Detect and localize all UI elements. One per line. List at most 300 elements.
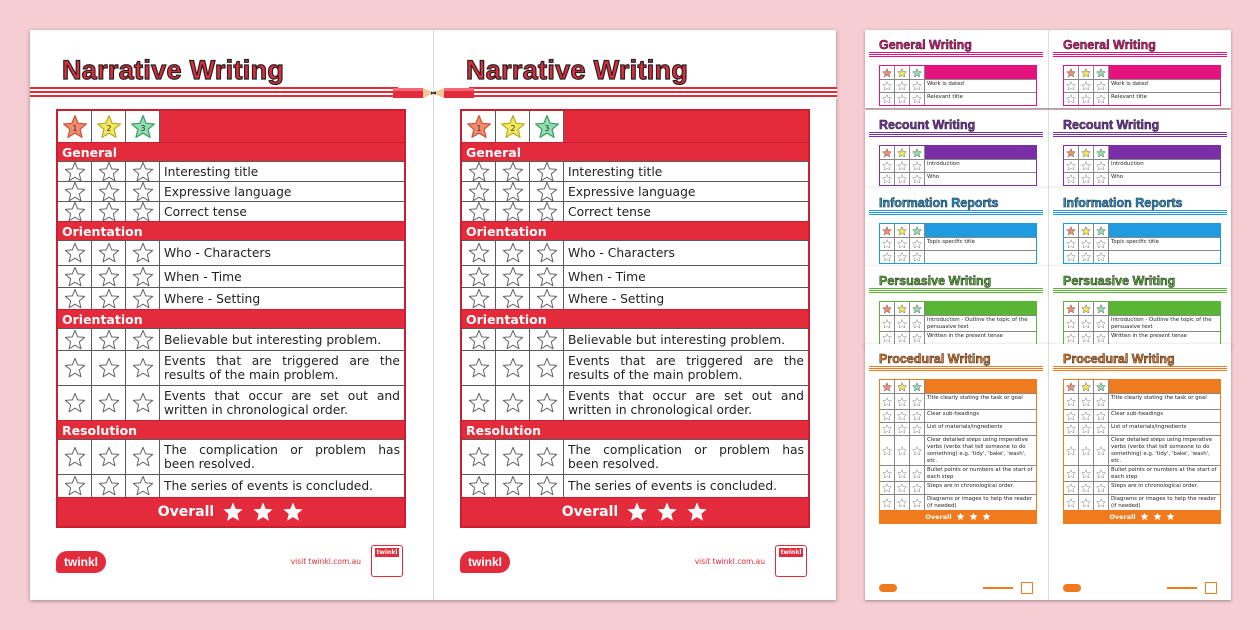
thumbnail-rating-cell: [880, 316, 895, 331]
star-outline-icon: [468, 475, 490, 497]
thumbnail-title: Recount Writing: [1063, 118, 1160, 132]
rating-cell[interactable]: [92, 266, 126, 287]
thumbnail-rating-cell: [910, 316, 925, 331]
star-outline-icon: [912, 319, 922, 329]
star-level-3: [530, 111, 564, 142]
thumbnail-rating-cell: [1064, 410, 1079, 422]
thumbnail-row: [1064, 331, 1220, 344]
star-outline-icon: [1081, 319, 1091, 329]
thumbnail-star-row: [880, 224, 1036, 237]
thumbnail-card[interactable]: [865, 110, 1231, 188]
thumbnail-rating-cell: [1094, 251, 1109, 263]
rating-cell[interactable]: [126, 386, 160, 420]
thumbnail-card[interactable]: [865, 266, 1231, 346]
rating-cell[interactable]: [126, 440, 160, 474]
star-outline-icon: [64, 392, 86, 414]
rating-cell[interactable]: [496, 351, 530, 385]
thumbnail-card[interactable]: [865, 30, 1231, 108]
rating-cell[interactable]: [58, 475, 92, 497]
star-icon: [1066, 304, 1076, 314]
star-outline-icon: [468, 446, 490, 468]
white-star-icon: [1140, 512, 1149, 521]
thumbnail-item-label: Work is dated: [927, 81, 964, 87]
rating-cell[interactable]: [126, 266, 160, 287]
rating-cell[interactable]: [58, 241, 92, 265]
rating-cell[interactable]: [462, 182, 496, 201]
quality-badge-icon: [371, 545, 403, 577]
thumbnail-rating-cell: [1094, 238, 1109, 250]
star-icon: [1066, 382, 1076, 392]
rating-cell[interactable]: [462, 475, 496, 497]
checklist-item-label: Correct tense: [568, 204, 651, 219]
thumbnail-item-label: Bullet points or numbers at the start of each step: [927, 467, 1033, 480]
header-stripes: [30, 87, 398, 99]
star-outline-icon: [536, 161, 558, 183]
rating-cell[interactable]: [530, 182, 564, 201]
checklist-item-label: Who - Characters: [164, 246, 271, 260]
rating-cell[interactable]: [92, 288, 126, 309]
white-star-icon: [626, 501, 648, 523]
section-heading: Orientation: [58, 221, 404, 240]
thumbnail-rating-cell: [895, 160, 910, 172]
thumbnail-rating-cell: [1064, 495, 1079, 510]
star-icon: [912, 382, 922, 392]
thumbnail-table: [1063, 145, 1221, 186]
thumbnail-rating-cell: [895, 436, 910, 465]
star-outline-icon: [912, 239, 922, 249]
star-level-1: [58, 111, 92, 142]
star-outline-icon: [1081, 411, 1091, 421]
rating-cell[interactable]: [126, 241, 160, 265]
thumbnail-star-row: [1064, 146, 1220, 159]
thumbnail-page: [865, 110, 1047, 188]
thumbnail-item-label: Who: [1111, 174, 1124, 180]
thumbnail-row: [1064, 494, 1220, 510]
thumbnail-table: [879, 223, 1037, 264]
star-outline-icon: [468, 392, 490, 414]
thumbnail-rating-cell: [1079, 93, 1094, 105]
thumbnail-item-label: List of materials/ingredients: [1111, 424, 1187, 430]
thumbnail-stripes: [1053, 210, 1227, 215]
rating-cell[interactable]: [58, 182, 92, 201]
thumbnail-rating-cell: [880, 495, 895, 510]
checklist-item-label: Events that occur are set out and written in chronological order.: [164, 389, 400, 417]
right-page: [434, 30, 837, 600]
thumbnail-stripes: [1053, 366, 1227, 371]
star-outline-icon: [536, 201, 558, 223]
star-outline-icon: [1066, 81, 1076, 91]
rating-cell[interactable]: [462, 162, 496, 181]
thumbnail-card[interactable]: [865, 344, 1231, 600]
section-heading: Resolution: [58, 420, 404, 439]
checklist-item-label: Expressive language: [164, 184, 292, 199]
star-outline-icon: [132, 446, 154, 468]
thumbnail-item-label: Written in the present tense: [927, 333, 1003, 339]
thumbnail-rating-cell: [910, 80, 925, 92]
thumbnail-rating-cell: [880, 251, 895, 263]
section-heading: Orientation: [462, 309, 808, 328]
white-star-icon: [222, 501, 244, 523]
thumbnail-star-cell: [1094, 146, 1109, 159]
rating-cell[interactable]: [462, 202, 496, 221]
thumbnail-rating-cell: [880, 394, 895, 409]
visit-link-line: [1167, 587, 1197, 589]
thumbnail-star-row: [1064, 302, 1220, 315]
star-outline-icon: [1066, 411, 1076, 421]
rating-cell[interactable]: [496, 329, 530, 350]
rating-cell[interactable]: [496, 202, 530, 221]
rating-cell[interactable]: [58, 386, 92, 420]
checklist-row: [462, 474, 808, 497]
thumbnail-star-cell: [1094, 224, 1109, 237]
star-outline-icon: [132, 392, 154, 414]
thumbnail-title: Information Reports: [879, 196, 999, 210]
rating-cell[interactable]: [530, 202, 564, 221]
thumbnail-item-label: Topic specific title: [1111, 239, 1159, 245]
star-outline-icon: [1081, 174, 1091, 184]
rating-cell[interactable]: [58, 351, 92, 385]
thumbnail-rating-cell: [1079, 394, 1094, 409]
star-outline-icon: [1081, 161, 1091, 171]
thumbnail-rating-cell: [1079, 173, 1094, 185]
thumbnail-rating-cell: [895, 495, 910, 510]
rating-cell[interactable]: [92, 329, 126, 350]
thumbnail-item-label: Clear sub-headings: [1111, 411, 1164, 417]
rating-cell[interactable]: [58, 162, 92, 181]
star-outline-icon: [897, 424, 907, 434]
thumbnail-rating-cell: [895, 238, 910, 250]
thumbnail-rating-cell: [880, 436, 895, 465]
thumbnail-footer: [1063, 584, 1221, 594]
star-outline-icon: [1096, 239, 1106, 249]
star-outline-icon: [897, 411, 907, 421]
star-outline-icon: [502, 357, 524, 379]
star-outline-icon: [1066, 319, 1076, 329]
checklist-row: [58, 161, 404, 181]
thumbnail-table: [1063, 301, 1221, 345]
thumbnail-page: [865, 266, 1047, 346]
thumbnail-rating-cell: [895, 423, 910, 435]
star-outline-icon: [1096, 252, 1106, 262]
star-outline-icon: [882, 174, 892, 184]
thumbnail-row: [1064, 315, 1220, 331]
star-number: 2: [105, 122, 112, 133]
thumbnail-rating-cell: [1079, 410, 1094, 422]
star-icon: [62, 114, 88, 140]
thumbnail-stripes: [1053, 288, 1227, 293]
checklist-row: [58, 350, 404, 385]
thumbnail-stripes: [1053, 132, 1227, 137]
checklist-item-label: Believable but interesting problem.: [568, 332, 786, 347]
thumbnail-star-cell: [1064, 224, 1079, 237]
rating-cell[interactable]: [462, 266, 496, 287]
star-outline-icon: [98, 446, 120, 468]
checklist-row: [462, 181, 808, 201]
rating-cell[interactable]: [530, 266, 564, 287]
thumbnail-rating-cell: [910, 482, 925, 494]
thumbnail-rating-cell: [895, 173, 910, 185]
thumbnail-rating-cell: [880, 423, 895, 435]
thumbnail-item-label: [925, 251, 1036, 263]
thumbnail-star-cell: [1079, 146, 1094, 159]
star-outline-icon: [98, 266, 120, 288]
checklist-row: [58, 181, 404, 201]
star-outline-icon: [1081, 397, 1091, 407]
thumbnail-star-cell: [1079, 224, 1094, 237]
rating-cell[interactable]: [58, 288, 92, 309]
rating-cell[interactable]: [58, 202, 92, 221]
section-heading: Orientation: [58, 309, 404, 328]
thumbnail-rating-cell: [1064, 93, 1079, 105]
thumbnail-row: [880, 331, 1036, 344]
star-outline-icon: [1096, 411, 1106, 421]
thumbnail-rating-cell: [910, 160, 925, 172]
star-outline-icon: [132, 161, 154, 183]
star-header-row: [58, 111, 404, 142]
checklist-item-label: Events that are triggered are the results of the main problem.: [568, 354, 804, 382]
thumbnail-row: [1064, 172, 1220, 185]
thumbnail-header-fill: [1109, 380, 1220, 393]
thumbnail-star-row: [1064, 224, 1220, 237]
rating-cell[interactable]: [58, 440, 92, 474]
checklist-row: [462, 385, 808, 420]
thumbnail-title: Procedural Writing: [1063, 352, 1175, 366]
star-outline-icon: [1066, 94, 1076, 104]
rating-cell[interactable]: [126, 475, 160, 497]
rating-cell[interactable]: [530, 288, 564, 309]
thumbnail-rating-cell: [1094, 394, 1109, 409]
quality-badge-icon: [1205, 582, 1217, 594]
thumbnail-card[interactable]: [865, 188, 1231, 266]
star-outline-icon: [502, 201, 524, 223]
star-icon: [897, 68, 907, 78]
thumbnail-rating-cell: [1079, 238, 1094, 250]
quality-badge-icon: [775, 545, 807, 577]
visit-link[interactable]: visit twinkl.com.au: [290, 557, 361, 566]
thumbnail-rating-cell: [895, 332, 910, 344]
rating-cell[interactable]: [462, 329, 496, 350]
star-outline-icon: [502, 161, 524, 183]
thumbnail-item-label: Who: [927, 174, 940, 180]
rating-cell[interactable]: [58, 266, 92, 287]
thumbnail-star-cell: [1064, 302, 1079, 315]
rating-cell[interactable]: [530, 241, 564, 265]
thumbnail-star-cell: [880, 380, 895, 393]
star-outline-icon: [98, 329, 120, 351]
checklist-row: [58, 201, 404, 221]
thumbnail-header-fill: [925, 66, 1036, 79]
star-outline-icon: [897, 174, 907, 184]
thumbnail-rating-cell: [1064, 482, 1079, 494]
star-outline-icon: [882, 424, 892, 434]
rating-cell[interactable]: [462, 386, 496, 420]
star-icon: [466, 114, 492, 140]
star-outline-icon: [132, 357, 154, 379]
thumbnail-row: [880, 435, 1036, 465]
star-outline-icon: [536, 181, 558, 203]
star-outline-icon: [912, 397, 922, 407]
checklist-item-label: Events that are triggered are the results of the main problem.: [164, 354, 400, 382]
thumbnail-star-cell: [910, 224, 925, 237]
rating-cell[interactable]: [496, 241, 530, 265]
checklist-item-label: Where - Setting: [164, 291, 261, 306]
rating-cell[interactable]: [92, 351, 126, 385]
rating-cell[interactable]: [462, 288, 496, 309]
star-number: 2: [509, 122, 516, 133]
star-outline-icon: [132, 329, 154, 351]
white-star-icon: [982, 512, 991, 521]
thumbnail-row: [1064, 92, 1220, 105]
star-outline-icon: [1096, 81, 1106, 91]
rating-cell[interactable]: [462, 241, 496, 265]
star-outline-icon: [132, 288, 154, 310]
star-outline-icon: [502, 288, 524, 310]
star-outline-icon: [882, 94, 892, 104]
thumbnail-rating-cell: [1064, 394, 1079, 409]
checklist-row: [58, 265, 404, 287]
section-heading: General: [58, 142, 404, 161]
rating-cell[interactable]: [462, 440, 496, 474]
rating-cell[interactable]: [126, 351, 160, 385]
thumbnail-rating-cell: [1094, 316, 1109, 331]
page-title: Narrative Writing: [62, 55, 285, 85]
rating-cell[interactable]: [92, 202, 126, 221]
star-outline-icon: [502, 446, 524, 468]
thumbnail-row: [880, 159, 1036, 172]
star-outline-icon: [98, 201, 120, 223]
thumbnail-rating-cell: [1079, 466, 1094, 481]
thumbnail-rating-cell: [1094, 160, 1109, 172]
thumbnail-page: [865, 344, 1047, 600]
thumbnail-title: Recount Writing: [879, 118, 976, 132]
rating-cell[interactable]: [530, 162, 564, 181]
star-outline-icon: [98, 181, 120, 203]
star-icon: [1066, 68, 1076, 78]
star-outline-icon: [1081, 498, 1091, 508]
thumbnail-row: [1064, 250, 1220, 263]
thumbnail-title: Persuasive Writing: [879, 274, 992, 288]
thumbnail-row: [880, 409, 1036, 422]
thumbnail-header-fill: [925, 302, 1036, 315]
rating-cell[interactable]: [126, 182, 160, 201]
section-heading: General: [462, 142, 808, 161]
thumbnail-row: [880, 315, 1036, 331]
left-page: [30, 30, 433, 600]
star-outline-icon: [882, 319, 892, 329]
rating-cell[interactable]: [92, 440, 126, 474]
star-outline-icon: [536, 446, 558, 468]
thumbnail-row: [1064, 79, 1220, 92]
rating-cell[interactable]: [126, 202, 160, 221]
rating-cell[interactable]: [92, 386, 126, 420]
thumbnail-title: General Writing: [1063, 38, 1156, 52]
checklist-item-label: Interesting title: [164, 164, 259, 179]
checklist-item-label: Events that occur are set out and written in chronological order.: [568, 389, 804, 417]
rating-cell[interactable]: [496, 182, 530, 201]
star-outline-icon: [897, 94, 907, 104]
rating-cell[interactable]: [126, 162, 160, 181]
thumbnail-rating-cell: [895, 466, 910, 481]
rating-cell[interactable]: [530, 329, 564, 350]
checklist-row: [462, 201, 808, 221]
thumbnail-page: [1049, 110, 1231, 188]
thumbnail-row: [1064, 393, 1220, 409]
rating-cell[interactable]: [92, 182, 126, 201]
star-outline-icon: [1096, 446, 1106, 456]
thumbnail-item-label: Bullet points or numbers at the start of each step: [1111, 467, 1217, 480]
thumbnail-table: [1063, 223, 1221, 264]
thumbnail-rating-cell: [1064, 466, 1079, 481]
rating-cell[interactable]: [496, 162, 530, 181]
white-star-icon: [1153, 512, 1162, 521]
rating-cell[interactable]: [92, 475, 126, 497]
thumbnail-star-row: [1064, 380, 1220, 393]
rating-cell[interactable]: [530, 351, 564, 385]
star-outline-icon: [1066, 252, 1076, 262]
thumbnail-page: [1049, 188, 1231, 266]
rating-cell[interactable]: [530, 386, 564, 420]
star-number: 1: [475, 122, 482, 133]
star-outline-icon: [64, 357, 86, 379]
checklist-item-label: The series of events is concluded.: [568, 479, 778, 493]
rating-cell[interactable]: [496, 475, 530, 497]
thumbnail-rating-cell: [1094, 93, 1109, 105]
rating-cell[interactable]: [126, 329, 160, 350]
rating-cell[interactable]: [496, 386, 530, 420]
star-icon: [500, 114, 526, 140]
star-outline-icon: [468, 201, 490, 223]
rating-cell[interactable]: [496, 266, 530, 287]
rating-cell[interactable]: [496, 288, 530, 309]
thumbnail-rating-cell: [910, 410, 925, 422]
thumbnail-item-label: Introduction - Outline the topic of the persuasive text: [1111, 317, 1212, 330]
star-icon: [912, 148, 922, 158]
rating-cell[interactable]: [92, 241, 126, 265]
rating-cell[interactable]: [530, 475, 564, 497]
thumbnail-rating-cell: [1079, 160, 1094, 172]
thumbnail-star-row: [880, 146, 1036, 159]
visit-link[interactable]: visit twinkl.com.au: [694, 557, 765, 566]
star-outline-icon: [897, 397, 907, 407]
rating-cell[interactable]: [496, 440, 530, 474]
rating-cell[interactable]: [530, 440, 564, 474]
checklist-item-label: Interesting title: [568, 164, 663, 179]
thumbnail-star-cell: [910, 146, 925, 159]
star-outline-icon: [502, 242, 524, 264]
thumbnail-star-cell: [1079, 66, 1094, 79]
star-outline-icon: [64, 266, 86, 288]
star-outline-icon: [882, 446, 892, 456]
thumbnail-rating-cell: [1064, 332, 1079, 344]
thumbnail-row: [1064, 159, 1220, 172]
thumbnail-rating-cell: [895, 394, 910, 409]
rating-cell[interactable]: [462, 351, 496, 385]
rating-cell[interactable]: [58, 329, 92, 350]
star-outline-icon: [897, 498, 907, 508]
thumbnail-item-label: List of materials/ingredients: [927, 424, 1003, 430]
star-outline-icon: [502, 475, 524, 497]
thumbnail-rating-cell: [1079, 436, 1094, 465]
thumbnail-item-label: Topic specific title: [927, 239, 975, 245]
thumbnail-table: [879, 379, 1037, 524]
badge-text: twinkl: [780, 549, 802, 556]
page-footer: [460, 545, 811, 581]
star-outline-icon: [98, 161, 120, 183]
star-outline-icon: [897, 161, 907, 171]
rating-cell[interactable]: [126, 288, 160, 309]
rating-cell[interactable]: [92, 162, 126, 181]
thumbnail-star-cell: [895, 224, 910, 237]
